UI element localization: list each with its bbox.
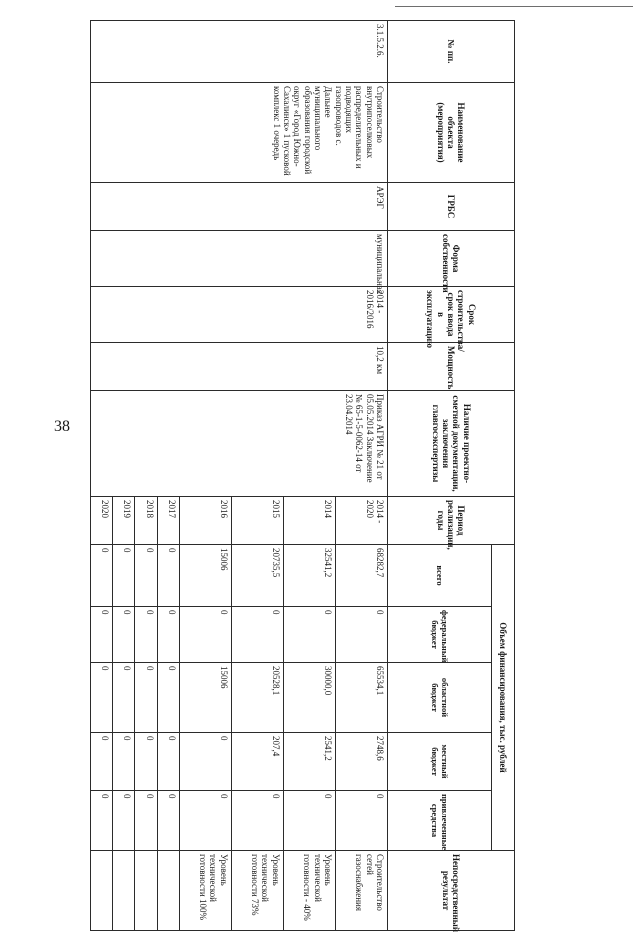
federal-cell: 0 <box>135 607 157 663</box>
local-cell: 0 <box>157 733 179 791</box>
federal-cell: 0 <box>335 607 387 663</box>
result-cell: Уровень технической готовности 73% <box>231 851 283 931</box>
regional-cell: 0 <box>135 663 157 733</box>
local-cell: 0 <box>179 733 231 791</box>
header-no: № пп. <box>387 21 514 83</box>
regional-cell: 65534,1 <box>335 663 387 733</box>
attracted-cell: 0 <box>335 791 387 851</box>
header-attracted: привлеченные средства <box>387 791 491 851</box>
total-cell: 15006 <box>179 545 231 607</box>
page-number: 38 <box>54 418 70 435</box>
header-local: местный бюджет <box>387 733 491 791</box>
local-cell: 2541,2 <box>283 733 335 791</box>
scan-artifact-line <box>395 6 633 7</box>
federal-cell: 0 <box>157 607 179 663</box>
result-cell: Уровень технической готовности 100% <box>179 851 231 931</box>
period-cell: 2014 <box>283 497 335 545</box>
header-period: Период реализации, годы <box>387 497 514 545</box>
federal-cell: 0 <box>231 607 283 663</box>
result-cell <box>135 851 157 931</box>
federal-cell: 0 <box>113 607 135 663</box>
attracted-cell: 0 <box>283 791 335 851</box>
header-regional: областной бюджет <box>387 663 491 733</box>
result-cell: Строительство сетей газоснабжения <box>335 851 387 931</box>
total-cell: 0 <box>135 545 157 607</box>
period-cell: 2017 <box>157 497 179 545</box>
total-cell: 68282,7 <box>335 545 387 607</box>
local-cell: 0 <box>113 733 135 791</box>
regional-cell: 20528,1 <box>231 663 283 733</box>
header-result: Непосредственный результат <box>387 851 514 931</box>
regional-cell: 15006 <box>179 663 231 733</box>
header-grbs: ГРБС <box>387 183 514 231</box>
period-cell: 2018 <box>135 497 157 545</box>
header-capacity: Мощность <box>387 343 514 391</box>
object-ownership: муниципальная <box>91 231 388 287</box>
federal-cell: 0 <box>91 607 113 663</box>
header-total: всего <box>387 545 491 607</box>
result-cell: Уровень технической готовности - 40% <box>283 851 335 931</box>
total-cell: 0 <box>91 545 113 607</box>
attracted-cell: 0 <box>179 791 231 851</box>
object-grbs: АРЭГ <box>91 183 388 231</box>
local-cell: 207,4 <box>231 733 283 791</box>
attracted-cell: 0 <box>135 791 157 851</box>
header-funding-group: Объем финансирования, тыс. рублей <box>492 545 515 851</box>
table-row <box>335 21 387 931</box>
total-cell: 0 <box>113 545 135 607</box>
object-docs: Приказ АГРИ № 21 от 05.05.2014 Заключение № 65-1-5-0062-14 от 23.04.2014 <box>91 391 388 497</box>
regional-cell: 0 <box>113 663 135 733</box>
local-cell: 2748,6 <box>335 733 387 791</box>
header-construction-term: Срок строительства/срок ввода в эксплуатацию <box>387 287 514 343</box>
regional-cell: 0 <box>157 663 179 733</box>
regional-cell: 30000,0 <box>283 663 335 733</box>
federal-cell: 0 <box>283 607 335 663</box>
period-cell: 2019 <box>113 497 135 545</box>
period-cell: 2015 <box>231 497 283 545</box>
period-cell: 2014 - 2020 <box>335 497 387 545</box>
result-cell <box>113 851 135 931</box>
total-cell: 32541,2 <box>283 545 335 607</box>
attracted-cell: 0 <box>231 791 283 851</box>
attracted-cell: 0 <box>157 791 179 851</box>
header-ownership: Форма собственности <box>387 231 514 287</box>
object-construction-term: 2014 - 2016/2016 <box>91 287 388 343</box>
object-capacity: 10,2 км <box>91 343 388 391</box>
regional-cell: 0 <box>91 663 113 733</box>
total-cell: 20735,5 <box>231 545 283 607</box>
local-cell: 0 <box>135 733 157 791</box>
period-cell: 2020 <box>91 497 113 545</box>
period-cell: 2016 <box>179 497 231 545</box>
funding-table-frame <box>90 20 515 932</box>
federal-cell: 0 <box>179 607 231 663</box>
header-docs: Наличие проектно-сметной документации, заключения главгосэкспертизы <box>387 391 514 497</box>
result-cell <box>91 851 113 931</box>
object-no: 3.1.5.2.6. <box>91 21 388 83</box>
object-name: Строительство внутрипоселковых распределительных и подводящих газопроводов с. Дальнее муниципального образования городской округ «Город Южно-Сахалинск» 1 пусковой комплекс 1 очередь <box>91 83 388 183</box>
attracted-cell: 0 <box>91 791 113 851</box>
funding-table <box>90 20 515 931</box>
rotated-table-container <box>90 20 515 932</box>
attracted-cell: 0 <box>113 791 135 851</box>
header-name: Наименование объекта (мероприятия) <box>387 83 514 183</box>
total-cell: 0 <box>157 545 179 607</box>
local-cell: 0 <box>91 733 113 791</box>
header-row <box>492 21 515 931</box>
result-cell <box>157 851 179 931</box>
header-federal: федеральный бюджет <box>387 607 491 663</box>
